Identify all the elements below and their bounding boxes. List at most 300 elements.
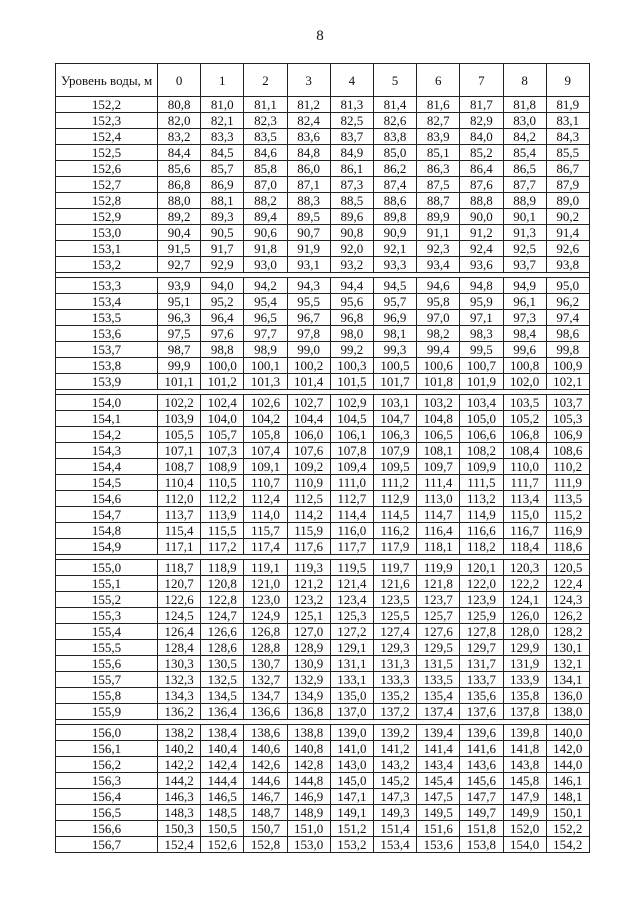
- volume-cell: 120,8: [201, 576, 244, 592]
- table-row: [56, 161, 590, 177]
- volume-cell: 123,2: [287, 592, 330, 608]
- water-level-cell: 155,3: [56, 608, 158, 624]
- volume-cell: 107,9: [373, 443, 416, 459]
- volume-cell: 95,0: [546, 278, 589, 294]
- table-row: [56, 326, 590, 342]
- table-row: [56, 342, 590, 358]
- volume-cell: 100,5: [373, 358, 416, 374]
- volume-cell: 150,5: [201, 821, 244, 837]
- table-row: [56, 427, 590, 443]
- water-level-cell: 155,4: [56, 624, 158, 640]
- volume-cell: 98,7: [158, 342, 201, 358]
- volume-cell: 137,2: [373, 704, 416, 720]
- volume-cell: 114,2: [287, 507, 330, 523]
- volume-cell: 102,9: [330, 395, 373, 411]
- volume-cell: 95,9: [460, 294, 503, 310]
- volume-cell: 144,4: [201, 773, 244, 789]
- volume-cell: 107,1: [158, 443, 201, 459]
- volume-cell: 91,2: [460, 225, 503, 241]
- volume-cell: 98,6: [546, 326, 589, 342]
- volume-cell: 127,0: [287, 624, 330, 640]
- volume-cell: 113,2: [460, 491, 503, 507]
- volume-cell: 81,6: [417, 97, 460, 113]
- volume-cell: 82,1: [201, 113, 244, 129]
- header-col: 4: [330, 64, 373, 97]
- volume-cell: 84,4: [158, 145, 201, 161]
- volume-cell: 145,4: [417, 773, 460, 789]
- volume-cell: 84,6: [244, 145, 287, 161]
- volume-cell: 133,7: [460, 672, 503, 688]
- volume-cell: 125,5: [373, 608, 416, 624]
- volume-cell: 82,6: [373, 113, 416, 129]
- water-level-cell: 155,8: [56, 688, 158, 704]
- volume-cell: 95,8: [417, 294, 460, 310]
- volume-cell: 117,2: [201, 539, 244, 555]
- volume-cell: 88,5: [330, 193, 373, 209]
- volume-cell: 83,6: [287, 129, 330, 145]
- volume-cell: 142,2: [158, 757, 201, 773]
- volume-cell: 143,6: [460, 757, 503, 773]
- volume-cell: 88,6: [373, 193, 416, 209]
- volume-cell: 94,9: [503, 278, 546, 294]
- volume-cell: 92,5: [503, 241, 546, 257]
- volume-cell: 148,3: [158, 805, 201, 821]
- volume-cell: 82,0: [158, 113, 201, 129]
- volume-cell: 146,7: [244, 789, 287, 805]
- water-level-cell: 152,3: [56, 113, 158, 129]
- volume-cell: 113,0: [417, 491, 460, 507]
- volume-cell: 105,5: [158, 427, 201, 443]
- volume-cell: 99,8: [546, 342, 589, 358]
- table-row: [56, 592, 590, 608]
- water-level-cell: 154,0: [56, 395, 158, 411]
- volume-cell: 106,3: [373, 427, 416, 443]
- volume-cell: 108,7: [158, 459, 201, 475]
- water-level-cell: 155,6: [56, 656, 158, 672]
- volume-cell: 122,8: [201, 592, 244, 608]
- volume-cell: 89,3: [201, 209, 244, 225]
- table-row: [56, 177, 590, 193]
- volume-cell: 145,0: [330, 773, 373, 789]
- table-row: [56, 757, 590, 773]
- table-row: [56, 741, 590, 757]
- volume-cell: 88,1: [201, 193, 244, 209]
- volume-cell: 83,8: [373, 129, 416, 145]
- volume-cell: 147,9: [503, 789, 546, 805]
- volume-cell: 118,1: [417, 539, 460, 555]
- water-level-cell: 152,6: [56, 161, 158, 177]
- volume-cell: 94,0: [201, 278, 244, 294]
- volume-cell: 104,5: [330, 411, 373, 427]
- water-level-cell: 153,9: [56, 374, 158, 390]
- volume-cell: 92,3: [417, 241, 460, 257]
- volume-cell: 127,4: [373, 624, 416, 640]
- volume-cell: 136,6: [244, 704, 287, 720]
- volume-cell: 136,8: [287, 704, 330, 720]
- volume-cell: 98,3: [460, 326, 503, 342]
- volume-cell: 94,3: [287, 278, 330, 294]
- volume-cell: 138,2: [158, 725, 201, 741]
- table-row: [56, 725, 590, 741]
- water-level-cell: 156,0: [56, 725, 158, 741]
- volume-cell: 149,7: [460, 805, 503, 821]
- volume-cell: 133,3: [373, 672, 416, 688]
- table-row: [56, 491, 590, 507]
- water-level-cell: 155,1: [56, 576, 158, 592]
- table-row: [56, 539, 590, 555]
- volume-cell: 90,4: [158, 225, 201, 241]
- volume-cell: 151,8: [460, 821, 503, 837]
- volume-cell: 91,5: [158, 241, 201, 257]
- volume-cell: 120,3: [503, 560, 546, 576]
- volume-cell: 109,4: [330, 459, 373, 475]
- volume-cell: 89,0: [546, 193, 589, 209]
- volume-cell: 120,5: [546, 560, 589, 576]
- volume-cell: 81,9: [546, 97, 589, 113]
- volume-cell: 104,7: [373, 411, 416, 427]
- volume-cell: 98,0: [330, 326, 373, 342]
- volume-cell: 97,7: [244, 326, 287, 342]
- volume-cell: 97,8: [287, 326, 330, 342]
- water-level-cell: 154,3: [56, 443, 158, 459]
- volume-cell: 104,2: [244, 411, 287, 427]
- volume-cell: 114,5: [373, 507, 416, 523]
- table-row: [56, 672, 590, 688]
- volume-cell: 108,2: [460, 443, 503, 459]
- volume-cell: 133,1: [330, 672, 373, 688]
- volume-cell: 128,8: [244, 640, 287, 656]
- volume-cell: 102,7: [287, 395, 330, 411]
- volume-cell: 83,3: [201, 129, 244, 145]
- volume-cell: 102,0: [503, 374, 546, 390]
- volume-cell: 128,4: [158, 640, 201, 656]
- volume-cell: 116,6: [460, 523, 503, 539]
- volume-cell: 96,5: [244, 310, 287, 326]
- volume-cell: 110,7: [244, 475, 287, 491]
- volume-cell: 108,9: [201, 459, 244, 475]
- volume-cell: 106,0: [287, 427, 330, 443]
- volume-cell: 89,2: [158, 209, 201, 225]
- volume-cell: 109,2: [287, 459, 330, 475]
- volume-cell: 149,9: [503, 805, 546, 821]
- volume-cell: 117,6: [287, 539, 330, 555]
- volume-cell: 81,3: [330, 97, 373, 113]
- volume-cell: 92,7: [158, 257, 201, 273]
- volume-cell: 101,8: [417, 374, 460, 390]
- volume-cell: 147,7: [460, 789, 503, 805]
- water-level-cell: 153,2: [56, 257, 158, 273]
- volume-cell: 135,6: [460, 688, 503, 704]
- volume-cell: 95,5: [287, 294, 330, 310]
- volume-cell: 152,4: [158, 837, 201, 853]
- volume-cell: 110,9: [287, 475, 330, 491]
- volume-cell: 153,6: [417, 837, 460, 853]
- water-level-cell: 155,5: [56, 640, 158, 656]
- volume-cell: 111,4: [417, 475, 460, 491]
- table-row: [56, 459, 590, 475]
- volume-cell: 119,3: [287, 560, 330, 576]
- volume-cell: 139,4: [417, 725, 460, 741]
- volume-cell: 100,8: [503, 358, 546, 374]
- volume-cell: 112,2: [201, 491, 244, 507]
- volume-cell: 83,7: [330, 129, 373, 145]
- table-row: [56, 358, 590, 374]
- table-row: [56, 475, 590, 491]
- volume-cell: 153,0: [287, 837, 330, 853]
- volume-cell: 96,8: [330, 310, 373, 326]
- volume-cell: 97,5: [158, 326, 201, 342]
- volume-cell: 86,0: [287, 161, 330, 177]
- volume-cell: 118,2: [460, 539, 503, 555]
- volume-cell: 84,2: [503, 129, 546, 145]
- volume-cell: 150,3: [158, 821, 201, 837]
- volume-cell: 111,5: [460, 475, 503, 491]
- volume-cell: 135,8: [503, 688, 546, 704]
- volume-cell: 88,7: [417, 193, 460, 209]
- volume-cell: 127,8: [460, 624, 503, 640]
- volume-cell: 138,4: [201, 725, 244, 741]
- volume-cell: 108,6: [546, 443, 589, 459]
- volume-cell: 113,4: [503, 491, 546, 507]
- volume-cell: 113,9: [201, 507, 244, 523]
- volume-cell: 122,2: [503, 576, 546, 592]
- volume-cell: 115,7: [244, 523, 287, 539]
- volume-cell: 106,9: [546, 427, 589, 443]
- volume-cell: 98,1: [373, 326, 416, 342]
- volume-cell: 99,9: [158, 358, 201, 374]
- volume-cell: 104,8: [417, 411, 460, 427]
- water-level-cell: 156,5: [56, 805, 158, 821]
- volume-cell: 86,5: [503, 161, 546, 177]
- volume-cell: 89,5: [287, 209, 330, 225]
- water-level-cell: 152,8: [56, 193, 158, 209]
- volume-cell: 152,8: [244, 837, 287, 853]
- volume-cell: 88,8: [460, 193, 503, 209]
- volume-cell: 141,2: [373, 741, 416, 757]
- table-row: [56, 395, 590, 411]
- volume-cell: 83,5: [244, 129, 287, 145]
- water-level-cell: 153,0: [56, 225, 158, 241]
- volume-cell: 94,5: [373, 278, 416, 294]
- volume-cell: 144,0: [546, 757, 589, 773]
- water-level-cell: 154,2: [56, 427, 158, 443]
- volume-cell: 95,2: [201, 294, 244, 310]
- volume-cell: 91,1: [417, 225, 460, 241]
- volume-cell: 85,4: [503, 145, 546, 161]
- volume-cell: 100,6: [417, 358, 460, 374]
- volume-cell: 99,2: [330, 342, 373, 358]
- volume-cell: 115,0: [503, 507, 546, 523]
- volume-cell: 93,1: [287, 257, 330, 273]
- volume-cell: 131,5: [417, 656, 460, 672]
- volume-cell: 83,0: [503, 113, 546, 129]
- volume-cell: 91,4: [546, 225, 589, 241]
- volume-cell: 139,8: [503, 725, 546, 741]
- volume-cell: 123,9: [460, 592, 503, 608]
- volume-cell: 142,0: [546, 741, 589, 757]
- volume-cell: 87,0: [244, 177, 287, 193]
- volume-cell: 94,2: [244, 278, 287, 294]
- volume-cell: 148,9: [287, 805, 330, 821]
- volume-cell: 142,6: [244, 757, 287, 773]
- volume-cell: 81,1: [244, 97, 287, 113]
- table-row: [56, 209, 590, 225]
- volume-cell: 113,5: [546, 491, 589, 507]
- volume-cell: 124,7: [201, 608, 244, 624]
- volume-cell: 137,8: [503, 704, 546, 720]
- volume-cell: 89,8: [373, 209, 416, 225]
- volume-cell: 107,4: [244, 443, 287, 459]
- volume-cell: 97,1: [460, 310, 503, 326]
- volume-cell: 146,9: [287, 789, 330, 805]
- volume-cell: 152,2: [546, 821, 589, 837]
- volume-cell: 115,4: [158, 523, 201, 539]
- volume-cell: 98,4: [503, 326, 546, 342]
- volume-cell: 138,0: [546, 704, 589, 720]
- volume-cell: 103,2: [417, 395, 460, 411]
- water-level-cell: 152,5: [56, 145, 158, 161]
- volume-cell: 150,7: [244, 821, 287, 837]
- volume-cell: 117,4: [244, 539, 287, 555]
- volume-cell: 129,3: [373, 640, 416, 656]
- volume-cell: 106,6: [460, 427, 503, 443]
- water-level-cell: 156,2: [56, 757, 158, 773]
- volume-cell: 131,9: [503, 656, 546, 672]
- volume-cell: 125,1: [287, 608, 330, 624]
- volume-cell: 115,9: [287, 523, 330, 539]
- volume-cell: 136,0: [546, 688, 589, 704]
- volume-cell: 92,1: [373, 241, 416, 257]
- volume-cell: 109,9: [460, 459, 503, 475]
- volume-cell: 111,2: [373, 475, 416, 491]
- volume-table-wrapper: [55, 63, 590, 853]
- volume-cell: 127,2: [330, 624, 373, 640]
- volume-cell: 87,5: [417, 177, 460, 193]
- volume-cell: 103,5: [503, 395, 546, 411]
- volume-cell: 128,0: [503, 624, 546, 640]
- volume-cell: 117,7: [330, 539, 373, 555]
- volume-cell: 143,0: [330, 757, 373, 773]
- volume-cell: 84,0: [460, 129, 503, 145]
- volume-cell: 130,1: [546, 640, 589, 656]
- volume-cell: 149,3: [373, 805, 416, 821]
- volume-table: [55, 63, 590, 853]
- volume-cell: 96,2: [546, 294, 589, 310]
- volume-cell: 100,1: [244, 358, 287, 374]
- volume-cell: 139,0: [330, 725, 373, 741]
- volume-cell: 97,4: [546, 310, 589, 326]
- volume-cell: 121,4: [330, 576, 373, 592]
- volume-cell: 94,8: [460, 278, 503, 294]
- water-level-cell: 156,7: [56, 837, 158, 853]
- volume-cell: 122,4: [546, 576, 589, 592]
- water-level-cell: 156,4: [56, 789, 158, 805]
- volume-cell: 128,9: [287, 640, 330, 656]
- water-level-cell: 155,2: [56, 592, 158, 608]
- volume-cell: 82,7: [417, 113, 460, 129]
- volume-cell: 124,5: [158, 608, 201, 624]
- volume-cell: 132,1: [546, 656, 589, 672]
- volume-cell: 119,9: [417, 560, 460, 576]
- volume-cell: 146,3: [158, 789, 201, 805]
- table-row: [56, 443, 590, 459]
- volume-cell: 82,9: [460, 113, 503, 129]
- volume-cell: 96,9: [373, 310, 416, 326]
- volume-cell: 87,4: [373, 177, 416, 193]
- volume-cell: 97,6: [201, 326, 244, 342]
- volume-cell: 87,1: [287, 177, 330, 193]
- volume-cell: 92,9: [201, 257, 244, 273]
- volume-cell: 108,4: [503, 443, 546, 459]
- volume-cell: 120,1: [460, 560, 503, 576]
- table-row: [56, 294, 590, 310]
- volume-cell: 85,0: [373, 145, 416, 161]
- volume-cell: 101,5: [330, 374, 373, 390]
- volume-cell: 123,5: [373, 592, 416, 608]
- volume-cell: 96,7: [287, 310, 330, 326]
- volume-cell: 128,2: [546, 624, 589, 640]
- volume-cell: 128,6: [201, 640, 244, 656]
- volume-cell: 100,7: [460, 358, 503, 374]
- table-row: [56, 257, 590, 273]
- volume-cell: 81,7: [460, 97, 503, 113]
- volume-cell: 151,6: [417, 821, 460, 837]
- volume-cell: 143,4: [417, 757, 460, 773]
- volume-cell: 86,8: [158, 177, 201, 193]
- volume-cell: 136,4: [201, 704, 244, 720]
- table-row: [56, 129, 590, 145]
- table-row: [56, 310, 590, 326]
- volume-cell: 145,6: [460, 773, 503, 789]
- volume-cell: 151,4: [373, 821, 416, 837]
- water-level-cell: 154,5: [56, 475, 158, 491]
- volume-cell: 112,7: [330, 491, 373, 507]
- volume-cell: 146,5: [201, 789, 244, 805]
- volume-cell: 105,7: [201, 427, 244, 443]
- volume-cell: 131,3: [373, 656, 416, 672]
- water-level-cell: 153,1: [56, 241, 158, 257]
- volume-cell: 100,0: [201, 358, 244, 374]
- volume-cell: 126,4: [158, 624, 201, 640]
- volume-cell: 148,7: [244, 805, 287, 821]
- volume-cell: 136,2: [158, 704, 201, 720]
- volume-cell: 124,1: [503, 592, 546, 608]
- table-row: [56, 278, 590, 294]
- volume-cell: 134,1: [546, 672, 589, 688]
- volume-cell: 101,9: [460, 374, 503, 390]
- volume-cell: 91,8: [244, 241, 287, 257]
- volume-cell: 92,6: [546, 241, 589, 257]
- header-col: 2: [244, 64, 287, 97]
- volume-cell: 114,4: [330, 507, 373, 523]
- volume-cell: 106,5: [417, 427, 460, 443]
- volume-cell: 86,2: [373, 161, 416, 177]
- volume-cell: 81,2: [287, 97, 330, 113]
- volume-cell: 114,7: [417, 507, 460, 523]
- volume-cell: 125,9: [460, 608, 503, 624]
- volume-cell: 90,5: [201, 225, 244, 241]
- table-row: [56, 193, 590, 209]
- table-row: [56, 821, 590, 837]
- volume-cell: 116,9: [546, 523, 589, 539]
- volume-cell: 122,6: [158, 592, 201, 608]
- volume-cell: 88,2: [244, 193, 287, 209]
- volume-cell: 123,0: [244, 592, 287, 608]
- volume-cell: 129,5: [417, 640, 460, 656]
- volume-cell: 135,2: [373, 688, 416, 704]
- volume-cell: 93,2: [330, 257, 373, 273]
- volume-cell: 95,6: [330, 294, 373, 310]
